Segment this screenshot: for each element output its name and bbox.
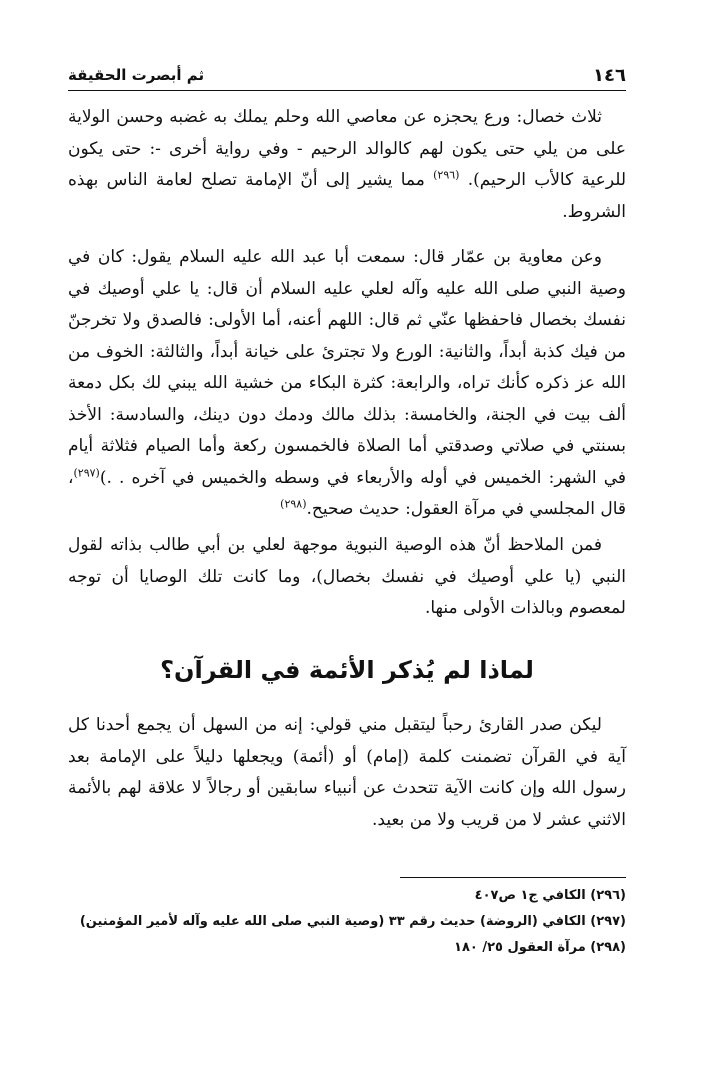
footnote-ref-296: (٢٩٦) — [433, 168, 460, 182]
footnote-297: (٢٩٧) الكافي (الروضة) حديث رقم ٣٣ (وصية النبي صلى الله عليه وآله لأمير المؤمنين) — [79, 914, 626, 929]
footnote-296: (٢٩٦) الكافي ج١ ص٤٠٧ — [474, 888, 626, 903]
header-divider — [68, 90, 626, 91]
paragraph-2 — [68, 242, 626, 542]
paragraph-2-text — [68, 242, 626, 526]
page-number: ١٤٦ — [593, 64, 626, 86]
book-title: ثم أبصرت الحقيقة — [68, 66, 205, 84]
paragraph-3-text: فمن الملاحظ أنّ هذه الوصية النبوية موجهة لعلي بن أبي طالب بذاته لقول النبي (يا علي أوصيك في نفسك بخصال)، وما كانت تلك الوصايا أن توجه لمعصوم وبالذات الأولى منها. — [68, 535, 626, 618]
paragraph-4 — [68, 710, 626, 852]
running-header — [68, 60, 626, 90]
section-heading: لماذا لم يُذكر الأئمة في القرآن؟ — [160, 656, 534, 684]
paragraph-4-text: ليكن صدر القارئ رحباً ليتقبل مني قولي: إنه من السهل أن يجمع أحدنا كل آية في القرآن تضمنت كلمة (إمام) أو (أئمة) ويجعلها دليلاً على الإمامة بعد رسول الله وإن كانت الآية تتحدث عن أنبياء سابقين أو رجالاً لا علاقة لهم بالأئمة الاثني عشر لا من قريب ولا من بعيد. — [68, 715, 626, 830]
footnote-298: (٢٩٨) مرآة العقول ٢٥/ ١٨٠ — [454, 940, 626, 955]
footnotes — [68, 883, 626, 961]
paragraph-1-tail: مما يشير إلى أنّ الإمامة تصلح لعامة الناس بهذه الشروط. — [68, 170, 626, 222]
paragraph-2-body: وعن معاوية بن عمّار قال: سمعت أبا عبد الله عليه السلام يقول: كان في وصية النبي صلى الله عليه وآله لعلي عليه السلام أن قال: يا علي أوصيك في نفسك بخصال فاحفظها عنّي ثم قال: اللهم أعنه، أما الأولى: فالصدق ولا تخرجنّ من فيك كذبة أبداً، والثانية: الورع ولا تجترئ على خيانة أبداً، والثالثة: الخوف من الله عز ذكره كأنك تراه، والرابعة: كثرة البكاء من خشية الله يبني لك بكل دمعة ألف بيت في الجنة، والخامسة: بذلك مالك ودمك دون دينك، والسادسة: الأخذ بسنتي في صلاتي وصدقتي أما الصلاة فالخمسون ركعة وأما الصيام فثلاثة أيام في الشهر: الخميس في أوله والأربعاء في وسطه والخميس في آخره . .) — [68, 247, 626, 488]
paragraph-3 — [68, 530, 626, 641]
paragraph-1 — [68, 102, 626, 244]
footnote-divider — [400, 877, 626, 878]
paragraph-1-text — [68, 102, 626, 228]
footnote-ref-298: (٢٩٨) — [280, 497, 307, 511]
paragraph-2-middle: ، قال المجلسي في مرآة العقول: حديث صحيح. — [68, 467, 626, 519]
footnote-ref-297: (٢٩٧) — [73, 465, 100, 479]
paragraph-1-body: ثلاث خصال: ورع يحجزه عن معاصي الله وحلم يملك به غضبه وحسن الولاية على من يلي حتى يكون لهم كالوالد الرحيم - وفي رواية أخرى -: حتى يكون للرعية كالأب الرحيم). — [68, 107, 627, 190]
